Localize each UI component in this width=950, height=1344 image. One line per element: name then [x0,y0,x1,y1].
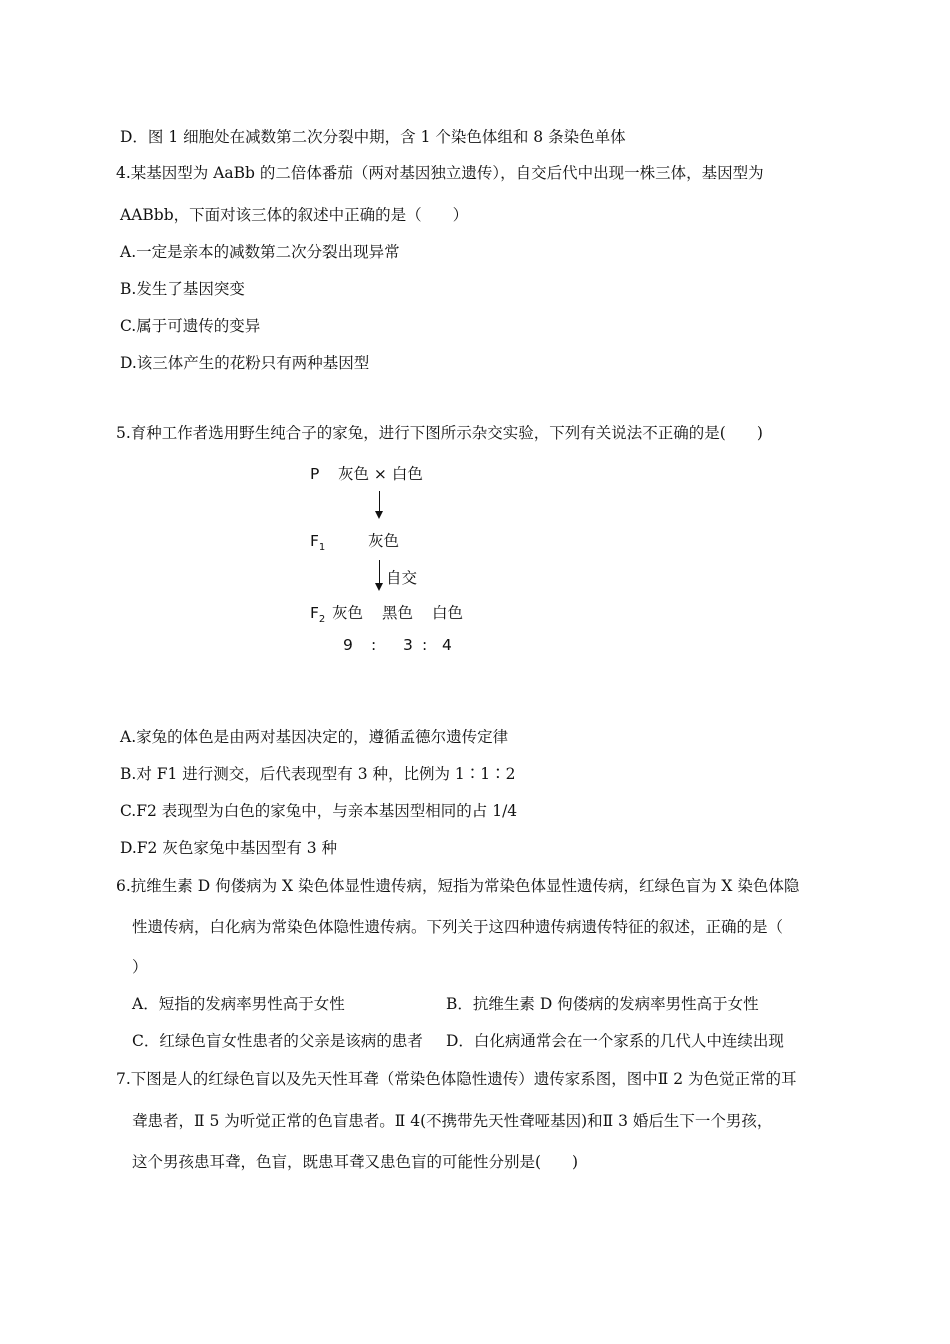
q4-option-c: C.属于可遗传的变异 [120,317,261,335]
q4-stem-line1: 4.某基因型为 AaBb 的二倍体番茄（两对基因独立遗传），自交后代中出现一株三体，基因型为 [116,164,764,182]
q6-option-a: A．短指的发病率男性高于女性 [132,995,345,1013]
ratio-3: 3 [403,636,413,654]
q5-option-b: B.对 F1 进行测交，后代表现型有 3 种，比例为 1∶1∶2 [120,765,516,783]
q7-stem-line1: 7.下图是人的红绿色盲以及先天性耳聋（常染色体隐性遗传）遗传家系图，图中Ⅱ 2 为色觉正常的耳 [116,1070,797,1088]
q4-stem-line2: AABbb，下面对该三体的叙述中正确的是（ ） [120,206,469,224]
q3-option-d: D．图 1 细胞处在减数第二次分裂中期，含 1 个染色体组和 8 条染色单体 [120,128,626,146]
q5-option-c: C.F2 表现型为白色的家兔中，与亲本基因型相同的占 1/4 [120,802,518,820]
q5-option-a: A.家兔的体色是由两对基因决定的，遵循孟德尔遗传定律 [120,728,509,746]
ratio-4: 4 [442,636,452,654]
ratio-colon-1: : [371,636,377,654]
ratio-9: 9 [343,636,353,654]
f2-gray: 灰色 [332,604,364,622]
p-cross: 灰色 × 白色 [338,465,423,483]
f2-black: 黑色 [382,604,414,622]
arrow-f1-to-f2 [379,560,380,585]
q7-stem-line3: 这个男孩患耳聋，色盲，既患耳聋又患色盲的可能性分别是( ) [132,1153,579,1171]
f2-label: $F_2$ [310,604,326,625]
f1-phenotype: 灰色 [368,532,400,550]
q4-option-b: B.发生了基因突变 [120,280,245,298]
f2-white: 白色 [432,604,464,622]
q6-option-c: C．红绿色盲女性患者的父亲是该病的患者 [132,1032,423,1050]
p-label: P [310,465,320,483]
q6-stem-line3: ） [132,958,148,976]
q4-option-a: A.一定是亲本的减数第二次分裂出现异常 [120,243,400,261]
q4-option-d: D.该三体产生的花粉只有两种基因型 [120,354,370,372]
q5-stem: 5.育种工作者选用野生纯合子的家兔，进行下图所示杂交实验，下列有关说法不正确的是( ) [116,424,763,442]
q7-stem-line2: 聋患者，Ⅱ 5 为听觉正常的色盲患者。Ⅱ 4(不携带先天性聋哑基因)和Ⅱ 3 婚后生下一个男孩， [132,1112,773,1130]
arrow-p-to-f1 [379,491,380,513]
arrow-p-to-f1-head [375,511,383,519]
self-cross-label: 自交 [386,569,418,587]
f1-label: $F_1$ [310,532,326,553]
q6-stem-line1: 6.抗维生素 D 佝偻病为 X 染色体显性遗传病，短指为常染色体显性遗传病，红绿色盲为 X 染色体隐 [116,877,800,895]
ratio-colon-2: : [422,636,428,654]
arrow-f1-to-f2-head [375,583,383,591]
q6-stem-line2: 性遗传病，白化病为常染色体隐性遗传病。下列关于这四种遗传病遗传特征的叙述，正确的是（ [132,918,784,936]
cross-diagram [300,455,500,660]
q6-option-b: B．抗维生素 D 佝偻病的发病率男性高于女性 [446,995,759,1013]
q6-option-d: D．白化病通常会在一个家系的几代人中连续出现 [446,1032,784,1050]
q5-option-d: D.F2 灰色家兔中基因型有 3 种 [120,839,338,857]
f2-subscript: 2 [318,614,326,625]
f1-subscript: 1 [318,542,326,553]
